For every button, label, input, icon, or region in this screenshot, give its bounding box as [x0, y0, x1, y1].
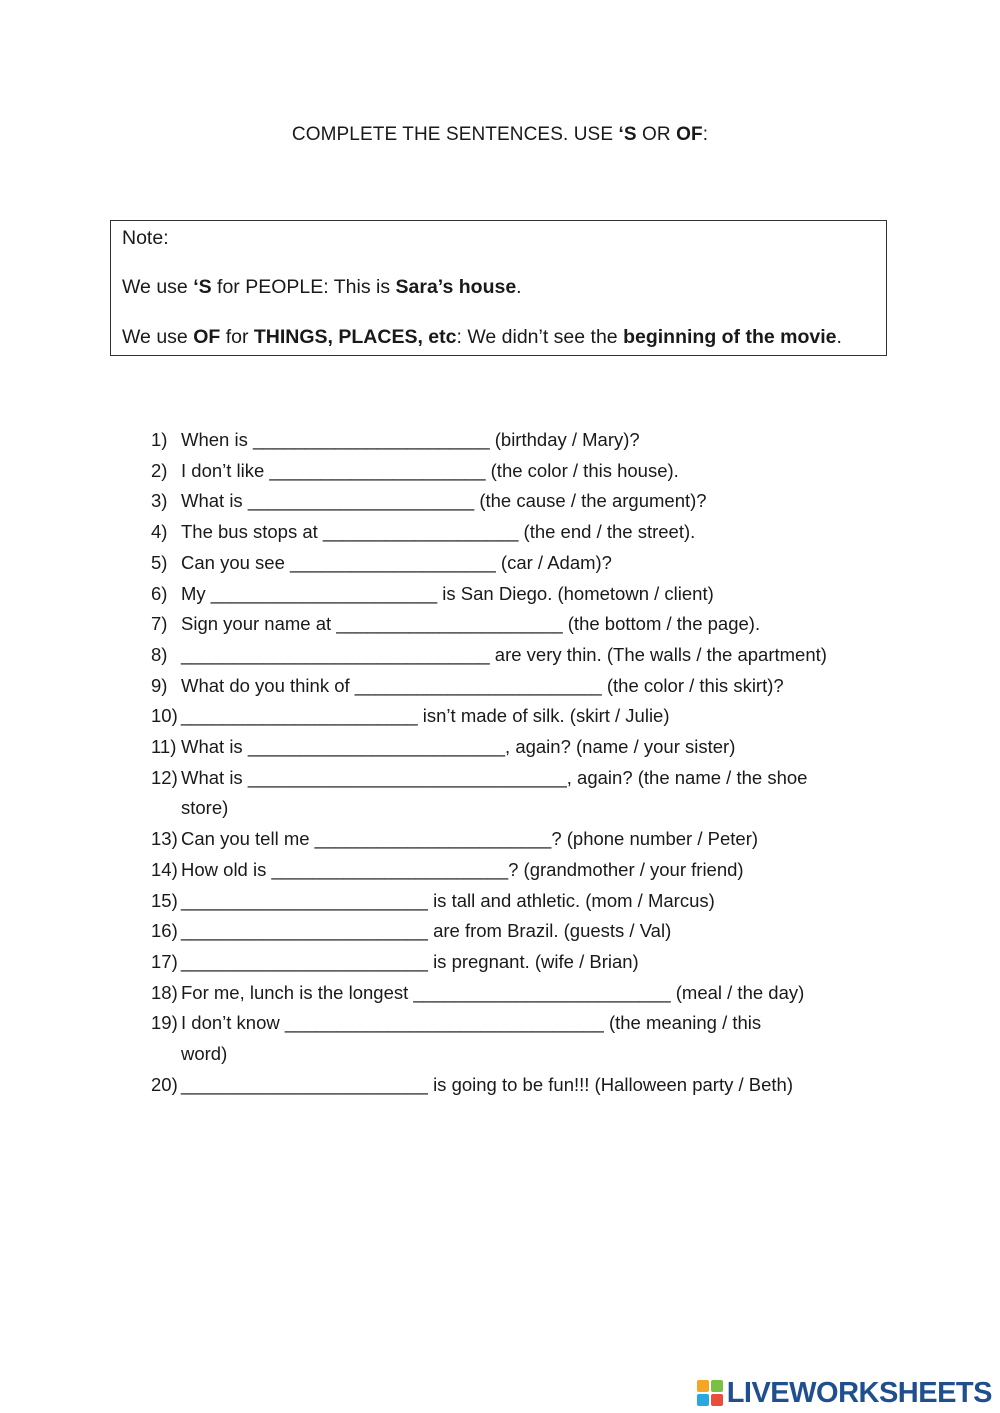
exercise-item [151, 855, 891, 886]
exercise-number: 7) [151, 613, 168, 635]
exercise-number: 8) [151, 643, 168, 665]
liveworksheets-logo [697, 1376, 992, 1410]
exercise-sentence: Can you see ____________________ (car / Adam)? [181, 551, 612, 573]
title-s: ‘S [618, 124, 637, 145]
note-line-people [122, 276, 522, 299]
exercise-item [151, 579, 891, 610]
exercise-number: 5) [151, 551, 168, 573]
exercise-sentence: ________________________ is tall and athletic. (mom / Marcus) [181, 889, 715, 911]
exercise-list [151, 425, 891, 1100]
note-bold: ‘S [193, 276, 212, 298]
exercise-item [151, 701, 891, 732]
exercise-item [151, 916, 891, 947]
exercise-item [151, 425, 891, 456]
exercise-item [151, 486, 891, 517]
exercise-sentence: ________________________ is going to be fun!!! (Halloween party / Beth) [181, 1073, 793, 1095]
exercise-item [151, 978, 891, 1009]
exercise-sentence: What is ______________________ (the cause / the argument)? [181, 490, 707, 512]
exercise-sentence: _______________________ isn’t made of silk. (skirt / Julie) [181, 705, 670, 727]
note-text: We use [122, 326, 194, 348]
exercise-sentence: The bus stops at ___________________ (the end / the street). [181, 521, 696, 543]
note-bold: Sara’s house [395, 276, 517, 298]
exercise-item [151, 609, 891, 640]
note-bold: beginning of the movie [623, 326, 837, 348]
exercise-item [151, 1070, 891, 1101]
note-text: for PEOPLE: This is [211, 276, 396, 298]
exercise-sentence: How old is _______________________? (grandmother / your friend) [181, 858, 744, 880]
title-colon: : [702, 124, 709, 145]
logo-mark-square [697, 1380, 709, 1392]
logo-mark-icon [697, 1380, 723, 1406]
exercise-sentence: ______________________________ are very thin. (The walls / the apartment) [181, 643, 827, 665]
note-text: for [220, 326, 254, 348]
exercise-item [151, 947, 891, 978]
exercise-number: 20) [151, 1073, 178, 1095]
exercise-sentence-continuation: store) [181, 797, 229, 819]
exercise-sentence: When is _______________________ (birthday / Mary)? [181, 429, 640, 450]
exercise-number: 10) [151, 705, 178, 727]
logo-text: LIVEWORKSHEETS [726, 1376, 992, 1409]
exercise-item [151, 886, 891, 917]
exercise-sentence: Sign your name at ______________________ (the bottom / the page). [181, 613, 761, 635]
exercise-item [151, 640, 891, 671]
exercise-sentence: ________________________ are from Brazil. (guests / Val) [181, 920, 672, 942]
title-text: COMPLETE THE SENTENCES. USE [291, 124, 619, 145]
exercise-sentence: What is _________________________, again? (name / your sister) [181, 736, 736, 758]
logo-mark-square [711, 1380, 723, 1392]
exercise-sentence-continuation: word) [181, 1043, 228, 1065]
exercise-sentence: What do you think of ________________________ (the color / this skirt)? [181, 674, 784, 696]
exercise-item [151, 824, 891, 855]
note-line-things [122, 326, 842, 349]
exercise-item [151, 517, 891, 548]
logo-mark-square [697, 1394, 709, 1406]
exercise-number: 1) [151, 429, 168, 450]
exercise-number: 19) [151, 1012, 178, 1034]
exercise-item [151, 763, 891, 824]
note-text: : We didn’t see the [456, 326, 624, 348]
exercise-number: 15) [151, 889, 178, 911]
exercise-number: 16) [151, 920, 178, 942]
title-of: OF [676, 124, 703, 145]
exercise-item [151, 732, 891, 763]
note-text: We use [122, 276, 194, 298]
exercise-number: 9) [151, 674, 168, 696]
note-text: . [836, 326, 842, 348]
exercise-number: 4) [151, 521, 168, 543]
logo-mark-square [711, 1394, 723, 1406]
exercise-item [151, 548, 891, 579]
exercise-number: 13) [151, 828, 178, 850]
exercise-number: 2) [151, 459, 168, 481]
note-text: . [516, 276, 522, 298]
exercise-item [151, 1008, 891, 1069]
note-bold: THINGS, PLACES, etc [253, 326, 457, 348]
exercise-number: 14) [151, 858, 178, 880]
title-or: OR [636, 124, 677, 145]
exercise-number: 11) [151, 736, 177, 758]
exercise-sentence: What is _______________________________, again? (the name / the shoe [181, 766, 808, 788]
exercise-sentence: I don’t know _______________________________ (the meaning / this [181, 1012, 762, 1034]
exercise-sentence: I don’t like _____________________ (the color / this house). [181, 459, 679, 481]
exercise-number: 17) [151, 950, 178, 972]
exercise-number: 12) [151, 766, 178, 788]
note-bold: OF [193, 326, 221, 348]
note-heading: Note: [122, 227, 169, 249]
page-title [0, 124, 1000, 146]
exercise-sentence: Can you tell me _______________________? (phone number / Peter) [181, 828, 759, 850]
exercise-item [151, 456, 891, 487]
exercise-number: 3) [151, 490, 168, 512]
exercise-number: 6) [151, 582, 168, 604]
exercise-sentence: For me, lunch is the longest _________________________ (meal / the day) [181, 981, 805, 1003]
note-box [110, 220, 887, 356]
exercise-sentence: My ______________________ is San Diego. (hometown / client) [181, 582, 714, 604]
exercise-item [151, 671, 891, 702]
exercise-sentence: ________________________ is pregnant. (wife / Brian) [181, 950, 639, 972]
exercise-number: 18) [151, 981, 178, 1003]
